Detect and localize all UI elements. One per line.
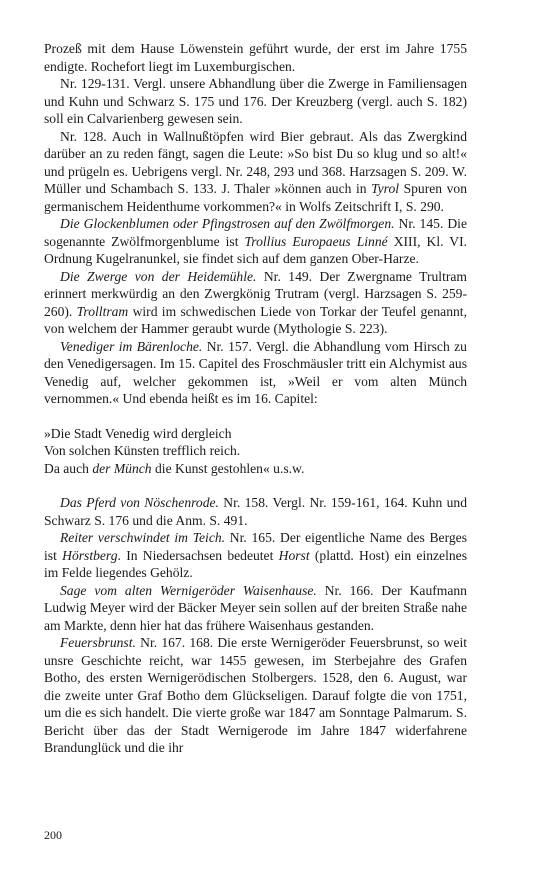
paragraph	[44, 75, 467, 128]
italic-text: Das Pferd von Nöschenrode.	[60, 495, 219, 510]
italic-text: Sage vom alten Wernigeröder Waisenhause.	[60, 582, 317, 598]
italic-text: Tyrol	[371, 181, 400, 196]
italic-text: Die Glockenblumen oder Pfingstrosen auf den Zwölfmorgen.	[60, 216, 395, 231]
text-run: Nr. 166. Der Kaufmann Ludwig Meyer wird der Bäcker Meyer sein sollen auf der breiten Straße nahe am Markte, denn hier hat das frühere Waisenhaus gestanden.	[44, 582, 467, 633]
italic-text: Feuersbrunst.	[60, 635, 136, 650]
verse-line	[44, 442, 467, 460]
verse-line	[44, 460, 467, 478]
text-run: (plattd. Host) ein einzelnes im Felde liegendes Gehölz.	[44, 547, 467, 580]
text-run: die Kunst gestohlen« u.s.w.	[151, 460, 305, 476]
italic-text: der Münch	[92, 460, 152, 476]
text-run: Da auch	[44, 460, 93, 476]
text-run: Nr. 145. Die sogenannte Zwölfmorgenblume ist	[44, 216, 467, 249]
italic-text: Venediger im Bärenloche.	[60, 338, 203, 354]
italic-text: Horst	[278, 547, 310, 563]
text-run: XIII, Kl. VI. Ordnung Kugelranunkel, sie findet sich auf dem ganzen Ober-Harze.	[44, 233, 467, 266]
text-run: »Die Stadt Venedig wird dergleich	[44, 425, 232, 441]
text-run: Nr. 157. Vergl. die Abhandlung vom Hirsch zu den Venedigersagen. Im 15. Capitel des Froschmäusler tritt ein Alchymist aus Venedig auf, welcher gekommen ist, »Weil er vom alten Münch vernommen.« Und ebenda heißt es im 16. Capitel:	[44, 338, 467, 406]
italic-text: Die Zwerge von der Heidemühle.	[60, 268, 257, 284]
paragraph	[44, 128, 467, 216]
text-run: Nr. 129-131. Vergl. unsere Abhandlung über die Zwerge in Familiensagen und Kuhn und Schwarz S. 175 und 176. Der Kreuzberg (vergl. auch S. 182) soll ein Calvarienberg gewesen sein.	[44, 76, 467, 126]
text-run: Nr. 167. 168. Die erste Wernigeröder Feuersbrunst, so weit unsre Geschichte reicht, war 1455 gewesen, im Sterbejahre des Grafen Botho, des ersten Wernigerödischen Stolbergers. 1528, den 6. August, war die zweite unter Graf Botho dem Glückseligen. Darauf folgte die von 1751, um die es sich handelt. Die vierte große war 1847 am Sonntage Palmarum. S. Bericht über das der Stadt Wernigerode im Jahre 1847 widerfahrene Brandunglück und die ihr	[44, 635, 467, 755]
paragraph	[44, 268, 467, 338]
italic-text: Hörstberg	[62, 547, 118, 563]
text-run: Nr. 128. Auch in Wallnußtöpfen wird Bier gebraut. Als das Zwergkind darüber an zu reden fängt, sagen die Leute: »So bist Du so klug und so alt!« und prügeln es. Uebrigens vergl. Nr. 248, 293 und 368. Harzsagen S. 209. W. Müller und Schambach S. 133. J. Thaler »können auch in	[44, 128, 467, 196]
italic-text: Reiter verschwindet im Teich.	[60, 530, 226, 545]
paragraph	[44, 634, 467, 757]
text-run: Nr. 158. Vergl. Nr. 159-161, 164. Kuhn und Schwarz S. 176 und die Anm. S. 491.	[44, 495, 467, 528]
text-block-before-verse	[44, 40, 467, 408]
page-body	[44, 40, 467, 757]
text-run: Von solchen Künsten trefflich reich.	[44, 443, 241, 458]
paragraph	[44, 40, 467, 75]
text-run: Nr. 165. Der eigentliche Name des Berges ist	[44, 530, 467, 563]
italic-text: Trolltram	[76, 303, 129, 319]
verse-line	[44, 425, 467, 443]
text-run: wird im schwedischen Liede von Torkar der Teufel genannt, von welchem der Hammer geraubt wurde (Mythologie S. 223).	[44, 303, 467, 336]
paragraph	[44, 338, 467, 408]
paragraph	[44, 582, 467, 635]
verse-quotation	[44, 425, 467, 478]
italic-text: Trollius Europaeus Linné	[244, 233, 388, 249]
paragraph	[44, 215, 467, 268]
paragraph	[44, 529, 467, 582]
text-run: Spuren von germanischem Heidenthume vorkommen?« in Wolfs Zeitschrift I, S. 290.	[44, 181, 467, 214]
text-block-after-verse	[44, 494, 467, 757]
paragraph	[44, 494, 467, 529]
text-run: Nr. 149. Der Zwergname Trultram erinnert merkwürdig an den Zwergkönig Trutram (vergl. Harzsagen S. 259-260).	[44, 268, 467, 319]
text-run: Prozeß mit dem Hause Löwenstein geführt wurde, der erst im Jahre 1755 endigte. Rochefort liegt im Luxemburgischen.	[44, 41, 467, 74]
text-run: . In Niedersachsen bedeutet	[117, 547, 279, 563]
page-number: 200	[44, 828, 62, 842]
